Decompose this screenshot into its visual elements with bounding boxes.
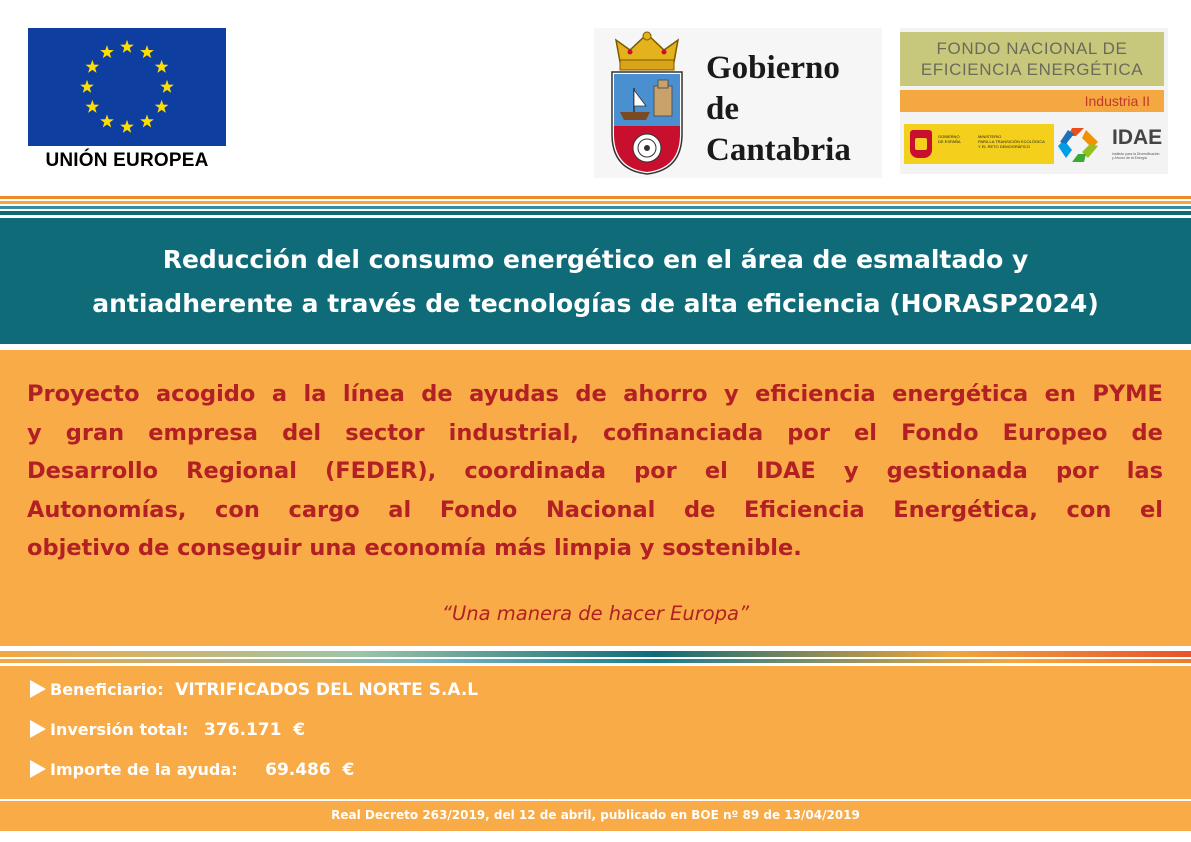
description-word: acogido — [156, 381, 256, 407]
description-word: Regional — [186, 458, 297, 484]
description-line: objetivo de conseguir una economía más limpia y sostenible. — [27, 535, 802, 561]
description-word: el — [854, 419, 877, 446]
description-word: el — [704, 458, 728, 484]
arrow-right-icon — [30, 760, 46, 778]
stripe-divider — [0, 206, 1191, 209]
description-word: sector — [345, 419, 425, 446]
description-line — [27, 414, 1163, 453]
eu-star-icon — [86, 100, 100, 113]
description-word: industrial, — [448, 419, 579, 446]
description-word: la — [303, 381, 327, 407]
description-line — [27, 452, 1163, 491]
eu-motto-quote: “Una manera de hacer Europa” — [441, 602, 750, 625]
ministerio-text — [978, 134, 1045, 149]
cantabria-line: de — [706, 91, 739, 127]
description-word: energética — [892, 381, 1029, 407]
description-word: gestionada — [886, 458, 1028, 484]
eu-star-icon — [155, 60, 169, 73]
description-word: eficiencia — [755, 381, 876, 407]
fnee-subtitle: Industria II — [900, 90, 1164, 112]
stripe-divider — [0, 201, 1191, 204]
beneficiario-label: Beneficiario: — [50, 680, 164, 699]
description-word: del — [282, 419, 322, 446]
gobierno-espana-logo — [904, 124, 1054, 164]
importe-row — [30, 760, 354, 780]
title-line: antiadherente a través de tecnologías de alta eficiencia (HORASP2024) — [92, 289, 1099, 318]
description-word: Desarrollo — [27, 458, 159, 484]
idae-mark-icon — [1056, 122, 1108, 168]
description-word: Energética, — [893, 496, 1038, 523]
description-word: gran — [65, 419, 125, 446]
gobierno-espana-line: GOBIERNO — [938, 134, 960, 139]
description-word: en — [1044, 381, 1076, 407]
description-word: por — [787, 419, 830, 446]
project-description — [27, 375, 1163, 568]
fnee-title-line: EFICIENCIA ENERGÉTICA — [920, 60, 1144, 79]
description-word: a — [271, 381, 288, 407]
fnee-title-line: FONDO NACIONAL DE — [936, 39, 1128, 58]
eu-star-icon — [160, 80, 174, 93]
eu-star-icon — [100, 45, 114, 58]
description-word: las — [1126, 458, 1163, 484]
cantabria-line: Gobierno — [706, 50, 840, 86]
grant-info-panel — [0, 666, 1191, 801]
inversion-label: Inversión total: — [50, 720, 189, 739]
description-word: coordinada — [464, 458, 607, 484]
cantabria-shield-icon — [606, 30, 688, 176]
description-word: Fondo — [901, 419, 979, 446]
spain-coat-of-arms-icon — [910, 130, 932, 158]
description-word: Autonomías, — [27, 496, 187, 523]
ministerio-line: Y EL RETO DEMOGRÁFICO — [978, 144, 1030, 149]
idae-label: IDAE — [1112, 126, 1163, 149]
description-word: el — [1139, 496, 1163, 523]
description-word: al — [388, 496, 412, 523]
title-band — [0, 218, 1191, 344]
description-word: y — [27, 419, 42, 446]
description-word: por — [1055, 458, 1099, 484]
description-word: cofinanciada — [602, 419, 764, 446]
inversion-row — [30, 720, 305, 740]
stripe-divider — [0, 211, 1191, 215]
description-word: de — [421, 381, 453, 407]
eu-star-icon — [140, 114, 154, 127]
eu-star-icon — [80, 80, 94, 93]
description-word: Eficiencia — [744, 496, 865, 523]
gobierno-espana-text — [938, 134, 961, 144]
beneficiario-value: VITRIFICADOS DEL NORTE S.A.L — [175, 680, 479, 700]
project-title — [0, 238, 1191, 326]
importe-label: Importe de la ayuda: — [50, 760, 238, 779]
description-word: PYME — [1092, 381, 1163, 407]
eu-star-icon — [140, 45, 154, 58]
description-word: empresa — [148, 419, 258, 446]
fnee-title — [900, 32, 1164, 86]
description-word: Fondo — [439, 496, 518, 523]
importe-value: 69.486 € — [265, 760, 355, 780]
arrow-right-icon — [30, 720, 46, 738]
gobierno-cantabria-text — [706, 48, 851, 171]
beneficiario-row — [30, 680, 478, 700]
description-word: de — [575, 381, 607, 407]
description-word: de — [684, 496, 716, 523]
eu-logo — [28, 28, 226, 176]
idae-subtitle — [1112, 152, 1159, 160]
ministerio-line: MINISTERIO — [978, 134, 1002, 139]
eu-label: UNIÓN EUROPEA — [45, 150, 209, 171]
description-word: con — [215, 496, 260, 523]
idae-sub-line: y Ahorro de la Energía — [1112, 156, 1147, 160]
eu-star-icon — [100, 114, 114, 127]
description-line — [27, 375, 1163, 414]
eu-star-icon — [155, 100, 169, 113]
description-word: y — [724, 381, 739, 407]
eu-star-icon — [120, 40, 134, 53]
project-description-panel — [0, 350, 1191, 646]
arrow-right-icon — [30, 680, 46, 698]
eu-flag-icon — [28, 28, 226, 146]
title-line: Reducción del consumo energético en el área de esmaltado y — [162, 245, 1029, 274]
stripe-divider — [0, 196, 1191, 199]
footer-bar — [0, 801, 1191, 831]
idae-logo — [1056, 122, 1168, 168]
description-word: ahorro — [623, 381, 708, 407]
inversion-value: 376.171 € — [204, 720, 306, 740]
description-word: de — [1131, 419, 1163, 446]
description-word: Nacional — [545, 496, 656, 523]
description-word: cargo — [288, 496, 360, 523]
cantabria-line: Cantabria — [706, 132, 851, 168]
description-word: línea — [342, 381, 405, 407]
description-word: ayudas — [469, 381, 559, 407]
gradient-stripe — [0, 659, 1191, 663]
description-word: con — [1066, 496, 1112, 523]
idae-sub-line: Instituto para la Diversificación — [1112, 152, 1160, 156]
description-word: y — [843, 458, 859, 484]
description-line — [27, 491, 1163, 530]
gobierno-cantabria-logo — [594, 28, 882, 178]
gobierno-espana-line: DE ESPAÑA — [938, 139, 961, 144]
eu-star-icon — [86, 60, 100, 73]
description-word: Proyecto — [27, 381, 140, 407]
description-word: (FEDER), — [325, 458, 437, 484]
ministerio-line: PARA LA TRANSICIÓN ECOLÓGICA — [978, 139, 1045, 144]
gradient-stripe — [0, 651, 1191, 657]
description-word: Europeo — [1002, 419, 1108, 446]
eu-star-icon — [120, 120, 134, 133]
description-word: IDAE — [755, 458, 816, 484]
fnee-logo-block — [900, 28, 1168, 174]
legal-reference: Real Decreto 263/2019, del 12 de abril, publicado en BOE nº 89 de 13/04/2019 — [331, 808, 860, 822]
description-word: por — [634, 458, 677, 484]
